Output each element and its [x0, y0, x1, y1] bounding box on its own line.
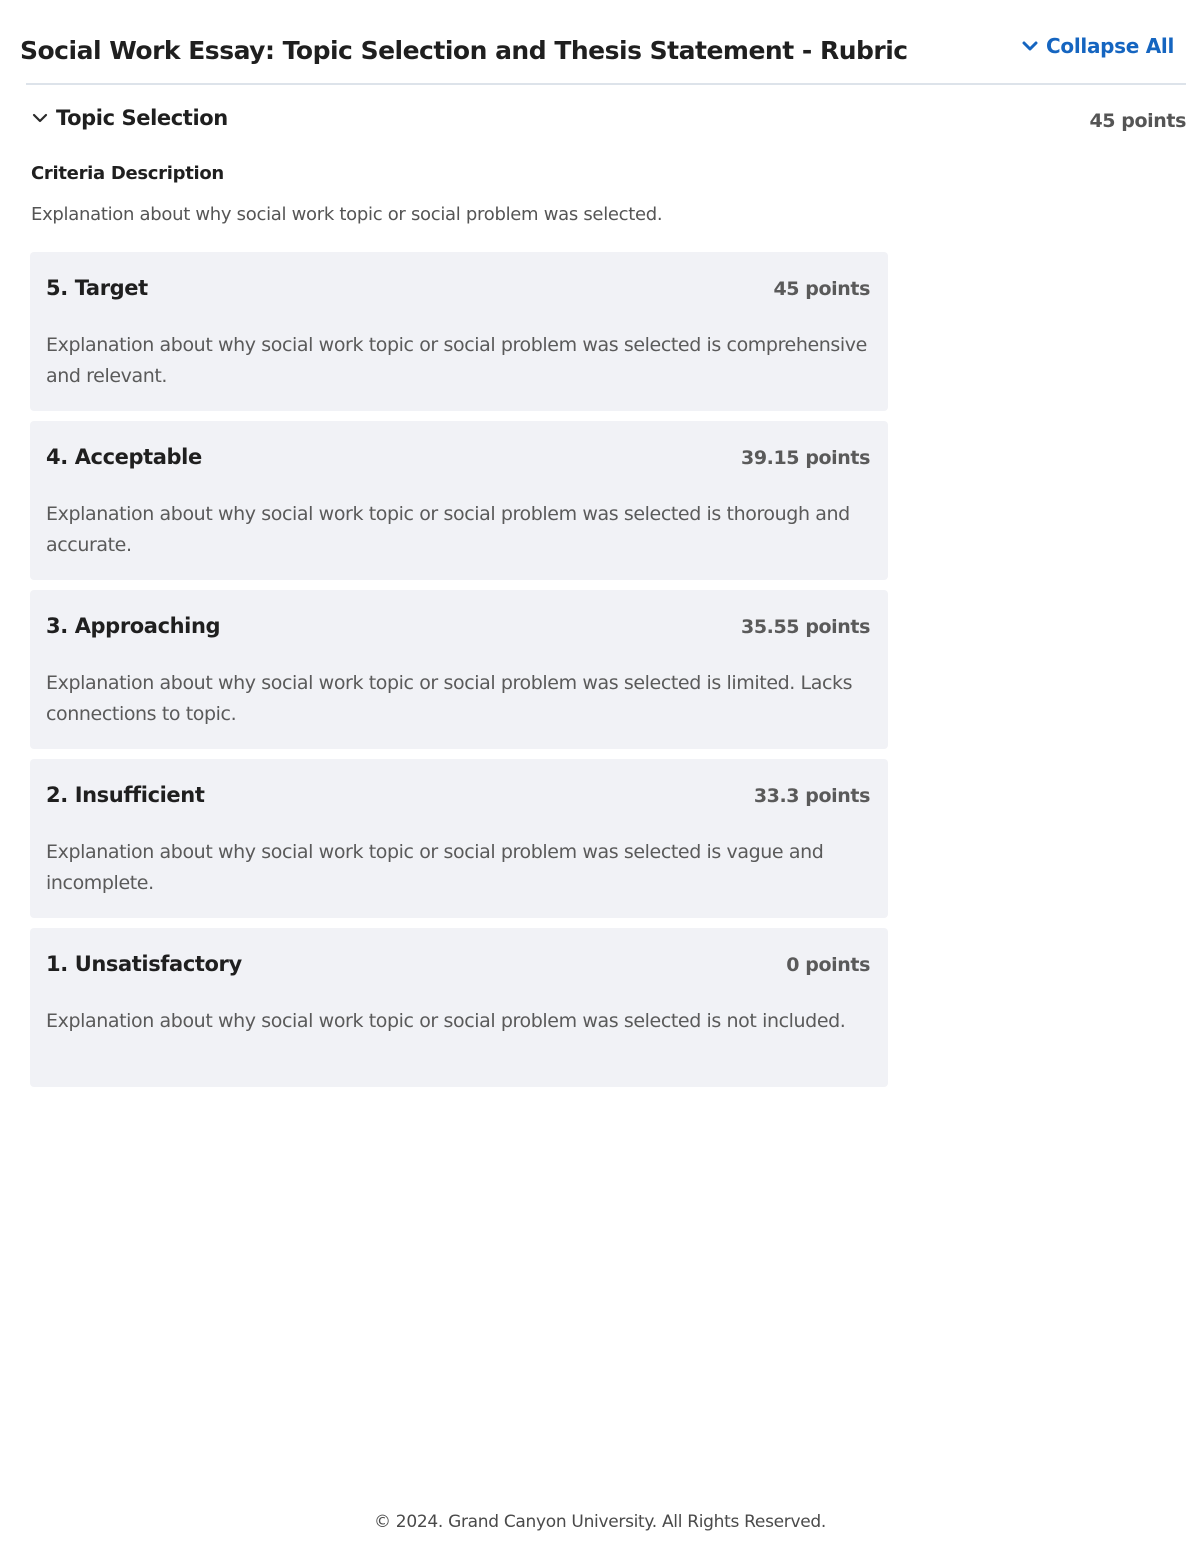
criterion-points: 45 points — [1089, 110, 1186, 132]
level-name: 4. Acceptable — [46, 445, 202, 469]
level-name: 3. Approaching — [46, 614, 221, 638]
collapse-all-button[interactable] — [1022, 34, 1174, 58]
level-points: 39.15 points — [741, 447, 870, 469]
copyright-footer: © 2024. Grand Canyon University. All Rights Reserved. — [374, 1512, 826, 1532]
level-points: 35.55 points — [741, 616, 870, 638]
criterion-toggle[interactable] — [32, 106, 228, 130]
header-divider — [26, 83, 1186, 85]
level-card — [30, 590, 888, 749]
level-points: 45 points — [773, 278, 870, 300]
collapse-all-label: Collapse All — [1046, 34, 1174, 58]
criteria-description-label: Criteria Description — [31, 163, 224, 184]
level-description: Explanation about why social work topic or social problem was selected is limited. Lacks connections to topic. — [46, 672, 853, 725]
page-title: Social Work Essay: Topic Selection and Thesis Statement - Rubric — [20, 36, 908, 65]
level-name: 2. Insufficient — [46, 783, 205, 807]
performance-levels — [30, 252, 888, 1097]
level-card — [30, 928, 888, 1087]
level-description: Explanation about why social work topic or social problem was selected is not included. — [46, 1010, 846, 1032]
chevron-down-icon — [1022, 40, 1038, 52]
level-name: 5. Target — [46, 276, 148, 300]
level-description: Explanation about why social work topic or social problem was selected is comprehensive and relevant. — [46, 334, 867, 387]
level-card — [30, 421, 888, 580]
level-card — [30, 252, 888, 411]
rubric-header — [0, 0, 1200, 84]
chevron-down-icon — [32, 109, 48, 128]
level-points: 0 points — [786, 954, 870, 976]
criterion-name: Topic Selection — [56, 106, 228, 130]
level-card — [30, 759, 888, 918]
level-description: Explanation about why social work topic or social problem was selected is thorough and accurate. — [46, 503, 850, 556]
level-name: 1. Unsatisfactory — [46, 952, 242, 976]
level-description: Explanation about why social work topic or social problem was selected is vague and incomplete. — [46, 841, 824, 894]
level-points: 33.3 points — [753, 785, 870, 807]
criteria-description-text: Explanation about why social work topic or social problem was selected. — [31, 204, 663, 225]
